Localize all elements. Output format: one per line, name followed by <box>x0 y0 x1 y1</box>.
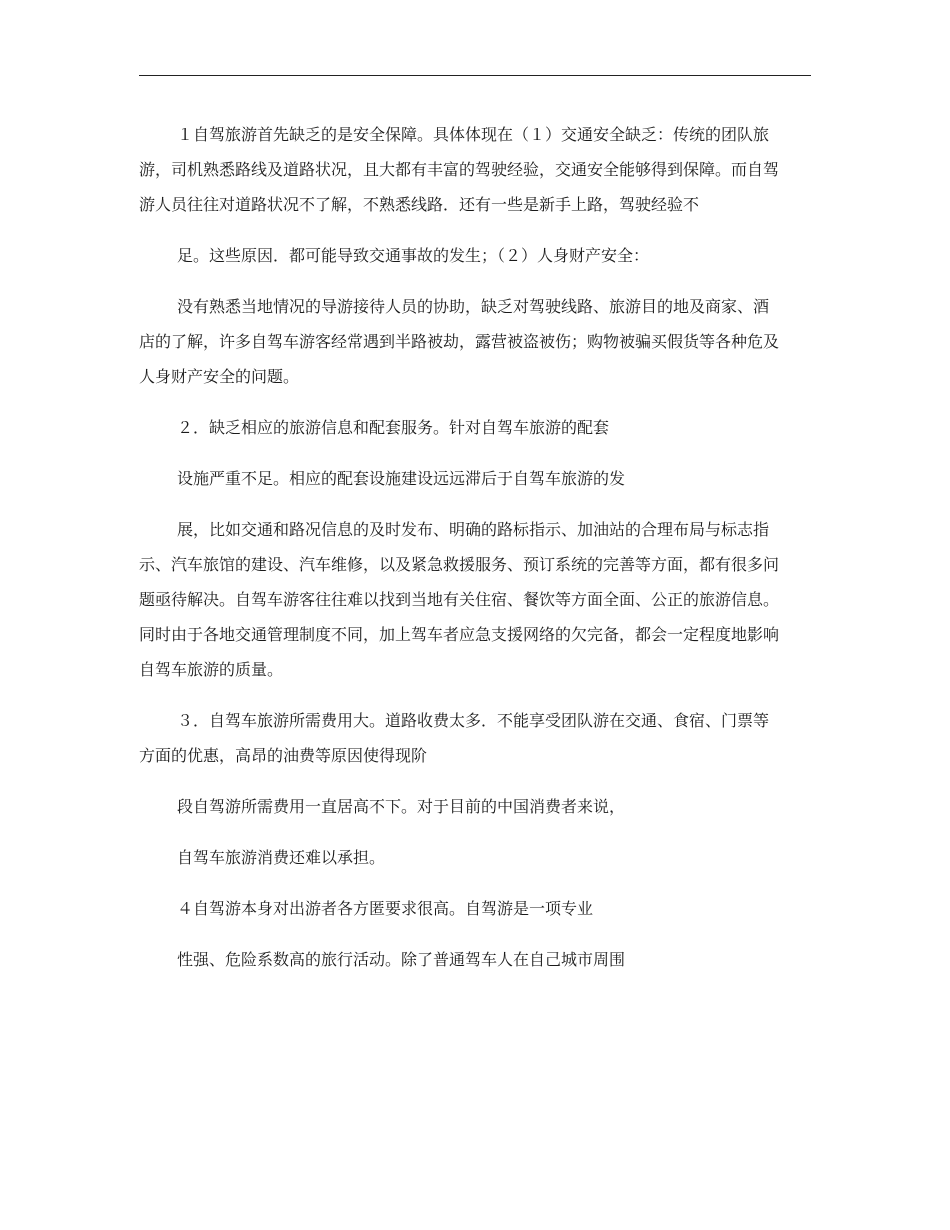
paragraph: 自驾车旅游消费还难以承担。 <box>177 848 386 867</box>
paragraph: 段自驾游所需费用一直居高不下。对于目前的中国消费者来说， <box>177 797 626 816</box>
paragraph: 展，比如交通和路况信息的及时发布、明确的路标指示、加油站的合理布局与标志指示、汽车旅馆的建设、汽车维修，以及紧急救援服务、预订系统的完善等方面，都有很多问题亟待解决。自驾车游客往往难以找到当地有关住宿、餐饮等方面全面、公正的旅游信息。同时由于各地交通管理制度不同，加上驾车者应急支援网络的欠完备，都会一定程度地影响自驾车旅游的质量。 <box>139 520 780 679</box>
paragraph: ３．自驾车旅游所需费用大。道路收费太多．不能享受团队游在交通、食宿、门票等方面的优惠，高昂的油费等原因使得现阶 <box>139 711 770 765</box>
paragraph: １自驾旅游首先缺乏的是安全保障。具体体现在（１）交通安全缺乏：传统的团队旅游，司机熟悉路线及道路状况，且大都有丰富的驾驶经验，交通安全能够得到保障。而自驾游人员往往对道路状况不了解，不熟悉线路．还有一些是新手上路，驾驶经验不 <box>139 125 780 214</box>
document-body <box>139 117 779 993</box>
paragraph: ４自驾游本身对出游者各方匿要求很高。自驾游是一项专业 <box>177 899 594 918</box>
paragraph: 性强、危险系数高的旅行活动。除了普通驾车人在自己城市周围 <box>177 950 626 969</box>
paragraph: 没有熟悉当地情况的导游接待人员的协助，缺乏对驾驶线路、旅游目的地及商家、酒店的了解，许多自驾车游客经常遇到半路被劫，露营被盗被伤；购物被骗买假货等各种危及人身财产安全的问题。 <box>139 297 780 386</box>
paragraph: 设施严重不足。相应的配套设施建设远远滞后于自驾车旅游的发 <box>177 469 626 488</box>
header-rule <box>139 75 811 76</box>
paragraph: 足。这些原因．都可能导致交通事故的发生；（２）人身财产安全： <box>177 246 650 265</box>
paragraph: ２．缺乏相应的旅游信息和配套服务。针对自驾车旅游的配套 <box>177 418 610 437</box>
